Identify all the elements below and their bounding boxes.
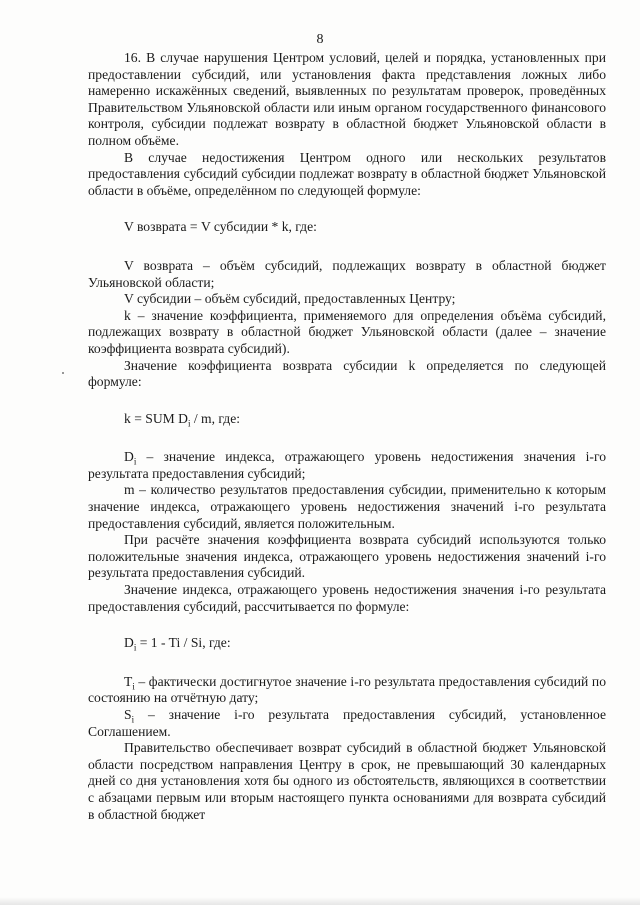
def-di-sub: i: [133, 457, 137, 467]
paragraph-16: 16. В случае нарушения Центром условий, целей и порядка, установленных при предоставлении субсидий, или установления факта представления ложных либо намеренно искажённых сведений, выявленных по результатам проверок, проведённых Правительством Ульяновской области или иным органом государственного финансового контроля, субсидии подлежат возврату в областной бюджет Ульяновской области в полном объёме.: [88, 50, 606, 148]
def-m: m – количество результатов предоставления субсидии, применительно к которым значение индекса, отражающего уровень недостижения значений i-го результата предоставления субсидий, является положительным.: [88, 482, 606, 531]
def-si-sub: i: [131, 714, 135, 725]
document-body: [88, 50, 606, 823]
formula-di-a: D: [124, 635, 134, 651]
formula-k-a: k = SUM D: [124, 410, 188, 426]
formula-return-volume: V возврата = V субсидии * k, где:: [124, 219, 317, 235]
def-v-subsidy: V субсидии – объём субсидий, предоставленных Центру;: [124, 291, 456, 307]
page-number: 8: [316, 32, 324, 47]
def-si: [88, 707, 606, 740]
formula-k-b: / m, где:: [190, 410, 241, 426]
paragraph-government-return: Правительство обеспечивает возврат субсидий в областной бюджет Ульяновской области посредством направления Центру в срок, не превышающий 30 календарных дней со дня установления хотя бы одного из обстоятельств, являющихся в соответствии с абзацами первым или вторым настоящего пункта основаниями для возврата субсидий в областной бюджет: [88, 740, 606, 822]
def-si-a: S: [124, 707, 132, 722]
formula-k: [88, 411, 606, 428]
def-di-b: – значение индекса, отражающего уровень недостижения значения i-го результата предоставления субсидий;: [88, 449, 606, 481]
paragraph-index-value: Значение индекса, отражающего уровень недостижения значения i-го результата предоставления субсидий, рассчитывается по формуле:: [88, 582, 606, 614]
def-ti-sub: i: [132, 681, 135, 692]
formula-k-sub: i: [187, 418, 191, 429]
def-ti-a: T: [124, 673, 133, 689]
def-ti-b: – фактически достигнутое значение i-го результата предоставления субсидий по состоянию на отчётную дату;: [88, 673, 606, 706]
formula-di: [88, 635, 606, 652]
def-di: [88, 449, 606, 482]
paragraph-k-value: Значение коэффициента возврата субсидии k определяется по следующей формуле:: [88, 357, 606, 390]
def-ti: [88, 674, 606, 707]
formula-di-b: = 1 - Ti / Si, где:: [136, 635, 231, 651]
def-di-a: D: [124, 449, 134, 465]
def-k: k – значение коэффициента, применяемого для определения объёма субсидий, подлежащих возврату в областной бюджет Ульяновской области (далее – значение коэффициента возврата субсидий).: [88, 307, 606, 356]
def-v-return: V возврата – объём субсидий, подлежащих возврату в областной бюджет Ульяновской области;: [88, 257, 606, 290]
scan-speck: [62, 372, 64, 374]
paragraph-positive-only: При расчёте значения коэффициента возврата субсидий используются только положительные значения индекса, отражающего уровень недостижения значений i-го результата предоставления субсидий.: [88, 532, 606, 581]
scan-bottom-edge: [0, 897, 640, 905]
formula-di-sub: i: [133, 642, 137, 653]
def-si-b: – значение i-го результата предоставления субсидий, установленное Соглашением.: [88, 707, 606, 739]
paragraph-shortfall: В случае недостижения Центром одного или нескольких результатов предоставления субсидий субсидии подлежат возврату в областной бюджет Ульяновской области в объёме, определённом по следующей формуле:: [88, 149, 606, 198]
